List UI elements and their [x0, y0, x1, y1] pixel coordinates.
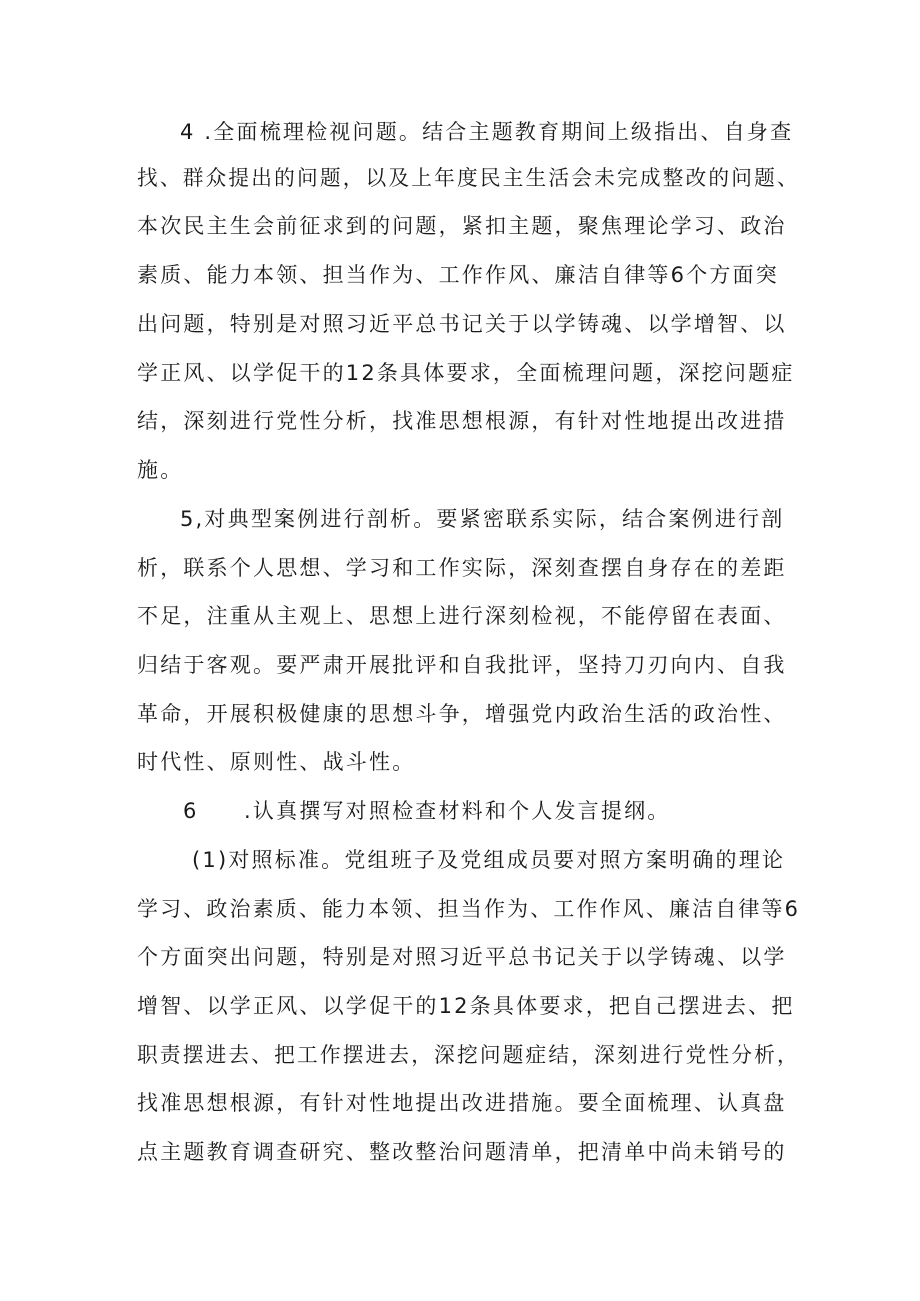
paragraph-4-line-7: 结，深刻进行党性分析，找准思想根源，有针对性地提出改进措: [137, 409, 787, 433]
paragraph-6-1-line-6: 找准思想根源，有针对性地提出改进措施。要全面梳理、认真盘: [137, 1091, 787, 1115]
paragraph-5-line-2: 析，联系个人思想、学习和工作实际，深刻查摆自身存在的差距: [137, 556, 787, 580]
paragraph-4-line-5: 出问题，特别是对照习近平总书记关于以学铸魂、以学增智、以: [137, 312, 787, 336]
paragraph-4-line-2: 找、群众提出的问题，以及上年度民主生活会未完成整改的问题、: [137, 166, 800, 190]
paragraph-4-line-1: 4 .全面梳理检视问题。结合主题教育期间上级指出、自身查: [180, 120, 794, 144]
paragraph-4-line-8: 施。: [137, 458, 184, 482]
paragraph-5-line-6: 时代性、原则性、战斗性。: [137, 750, 416, 774]
paragraph-6-1-line-3: 个方面突出问题，特别是对照习近平总书记关于以学铸魂、以学: [137, 945, 787, 969]
paragraph-4-line-6: 学正风、以学促干的12条具体要求，全面梳理问题，深挖问题症: [137, 361, 795, 385]
paragraph-5-line-3: 不足，注重从主观上、思想上进行深刻检视，不能停留在表面、: [137, 604, 787, 628]
paragraph-6-1-line-5: 职责摆进去、把工作摆进去，深挖问题症结，深刻进行党性分析，: [137, 1043, 800, 1067]
paragraph-6-1-line-7: 点主题教育调查研究、整改整治问题清单，把清单中尚未销号的: [137, 1140, 787, 1164]
paragraph-5-line-5: 革命，开展积极健康的思想斗争，增强党内政治生活的政治性、: [137, 702, 787, 726]
paragraph-4-line-3: 本次民主生会前征求到的问题，紧扣主题，聚焦理论学习、政治: [137, 214, 787, 238]
paragraph-6-1-line-4: 增智、以学正风、以学促干的12条具体要求，把自己摆进去、把: [137, 994, 795, 1018]
paragraph-6-1-line-1: (1)对照标准。党组班子及党组成员要对照方案明确的理论: [192, 848, 786, 872]
paragraph-6-heading: .认真撰写对照检查材料和个人发言提纲。: [244, 799, 671, 823]
paragraph-4-line-4: 素质、能力本领、担当作为、工作作风、廉洁自律等6个方面突: [137, 263, 779, 287]
paragraph-5-line-4: 归结于客观。要严肃开展批评和自我批评，坚持刀刃向内、自我: [137, 653, 787, 677]
paragraph-5-line-1: 5,对典型案例进行剖析。要紧密联系实际，结合案例进行剖: [180, 507, 785, 531]
paragraph-6-number: 6: [183, 799, 199, 823]
paragraph-6-1-line-2: 学习、政治素质、能力本领、担当作为、工作作风、廉洁自律等6: [137, 897, 801, 921]
